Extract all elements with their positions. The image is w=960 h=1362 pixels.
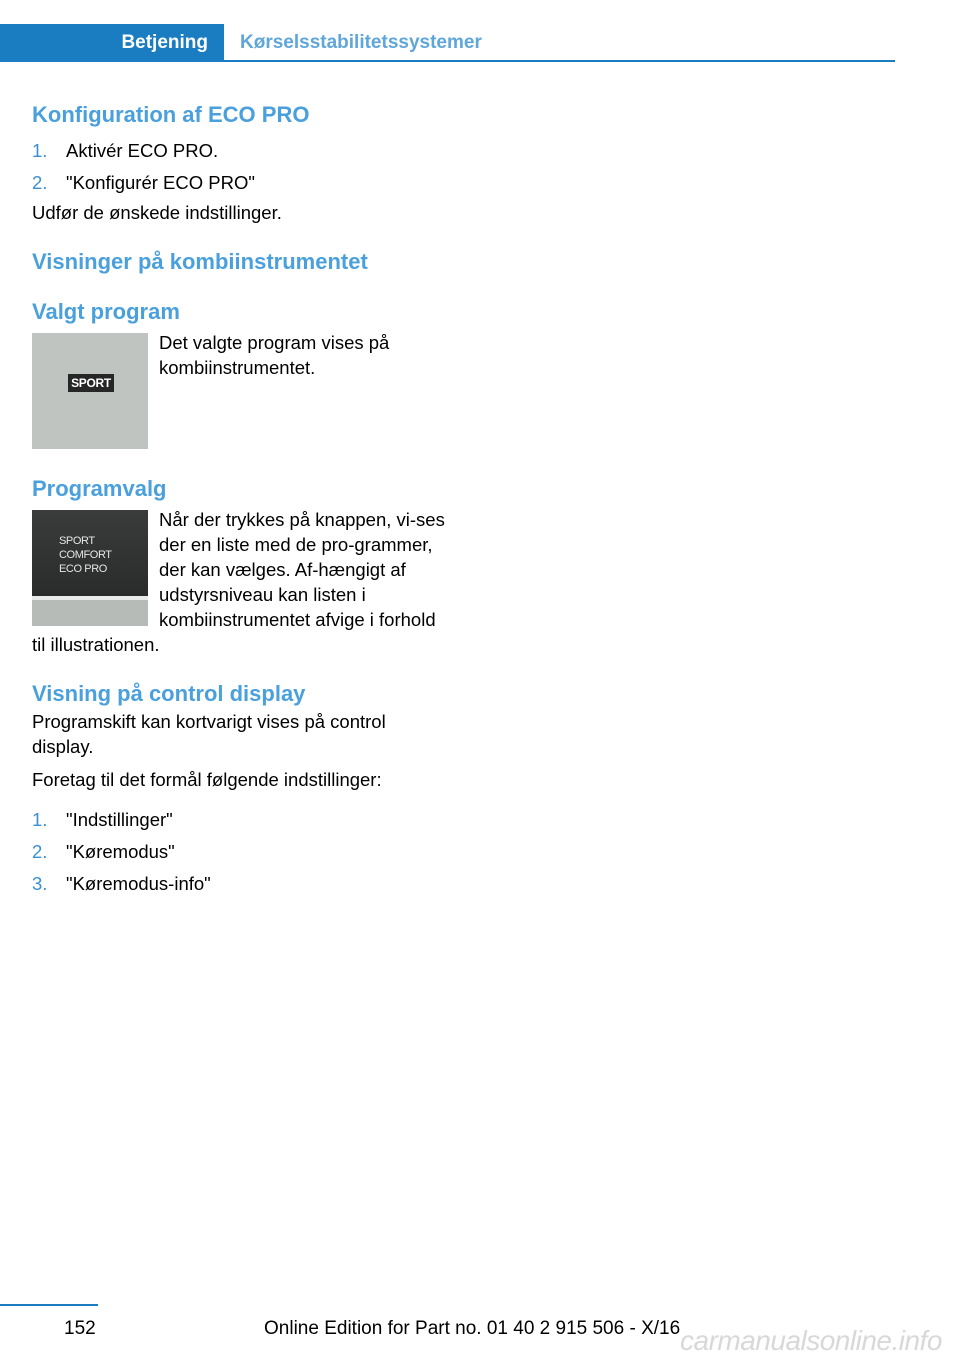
sport-display-image	[32, 333, 148, 449]
heading-visninger: Visninger på kombiinstrumentet	[32, 249, 368, 274]
menu-option-sport: SPORT	[59, 535, 95, 547]
list-item	[32, 871, 452, 896]
step-number: 3.	[32, 873, 48, 894]
step-number: 1.	[32, 140, 48, 161]
step-text: "Køremodus"	[66, 841, 175, 862]
step-text: "Indstillinger"	[66, 809, 173, 830]
program-choice-block	[32, 507, 452, 657]
list-item	[32, 807, 452, 832]
step-text: "Køremodus-info"	[66, 873, 211, 894]
list-item	[32, 839, 452, 864]
step-number: 2.	[32, 172, 48, 193]
program-choice-text: Når der trykkes på knappen, vi-ses der en liste med de pro-grammer, der kan vælges. Af-hængigt af udstyrsniveau kan listen i kombiinstrumentet afvige i forhold til illustrationen.	[32, 509, 445, 655]
page-content	[32, 100, 452, 903]
edition-text: Online Edition for Part no. 01 40 2 915 506 - X/16	[264, 1318, 681, 1339]
step-number: 2.	[32, 841, 48, 862]
footer-rule	[0, 1304, 98, 1306]
list-item	[32, 138, 452, 163]
menu-stripe	[32, 596, 148, 600]
step-text: "Konfigurér ECO PRO"	[66, 172, 255, 193]
watermark: carmanualsonline.info	[680, 1325, 942, 1356]
selected-program-text: Det valgte program vises på kombiinstrumentet.	[159, 332, 390, 378]
step-text: Aktivér ECO PRO.	[66, 140, 219, 161]
sport-badge: SPORT	[68, 374, 114, 392]
step-number: 1.	[32, 809, 48, 830]
menu-option-comfort: COMFORT	[59, 549, 112, 561]
program-menu-image	[32, 510, 148, 626]
control-steps	[32, 807, 452, 896]
heading-control-display: Visning på control display	[32, 681, 306, 706]
selected-program-block	[32, 330, 452, 449]
tab-betjening-label: Betjening	[121, 32, 208, 53]
control-text-1: Programskift kan kortvarigt vises på control display.	[32, 711, 386, 757]
control-text-2: Foretag til det formål følgende indstillinger:	[32, 769, 382, 790]
config-steps	[32, 138, 452, 195]
heading-valgt-program: Valgt program	[32, 299, 180, 324]
heading-programvalg: Programvalg	[32, 476, 167, 501]
page-number: 152	[64, 1318, 96, 1339]
menu-option-eco-pro: ECO PRO	[59, 563, 107, 575]
tab-betjening[interactable]	[0, 24, 224, 62]
tab-korsel-label: Kørselsstabilitetssystemer	[240, 32, 482, 53]
heading-konfiguration: Konfiguration af ECO PRO	[32, 102, 310, 127]
tab-korselsstabilitetssystemer[interactable]	[240, 24, 482, 62]
list-item	[32, 170, 452, 195]
config-after-text: Udfør de ønskede indstillinger.	[32, 202, 282, 223]
